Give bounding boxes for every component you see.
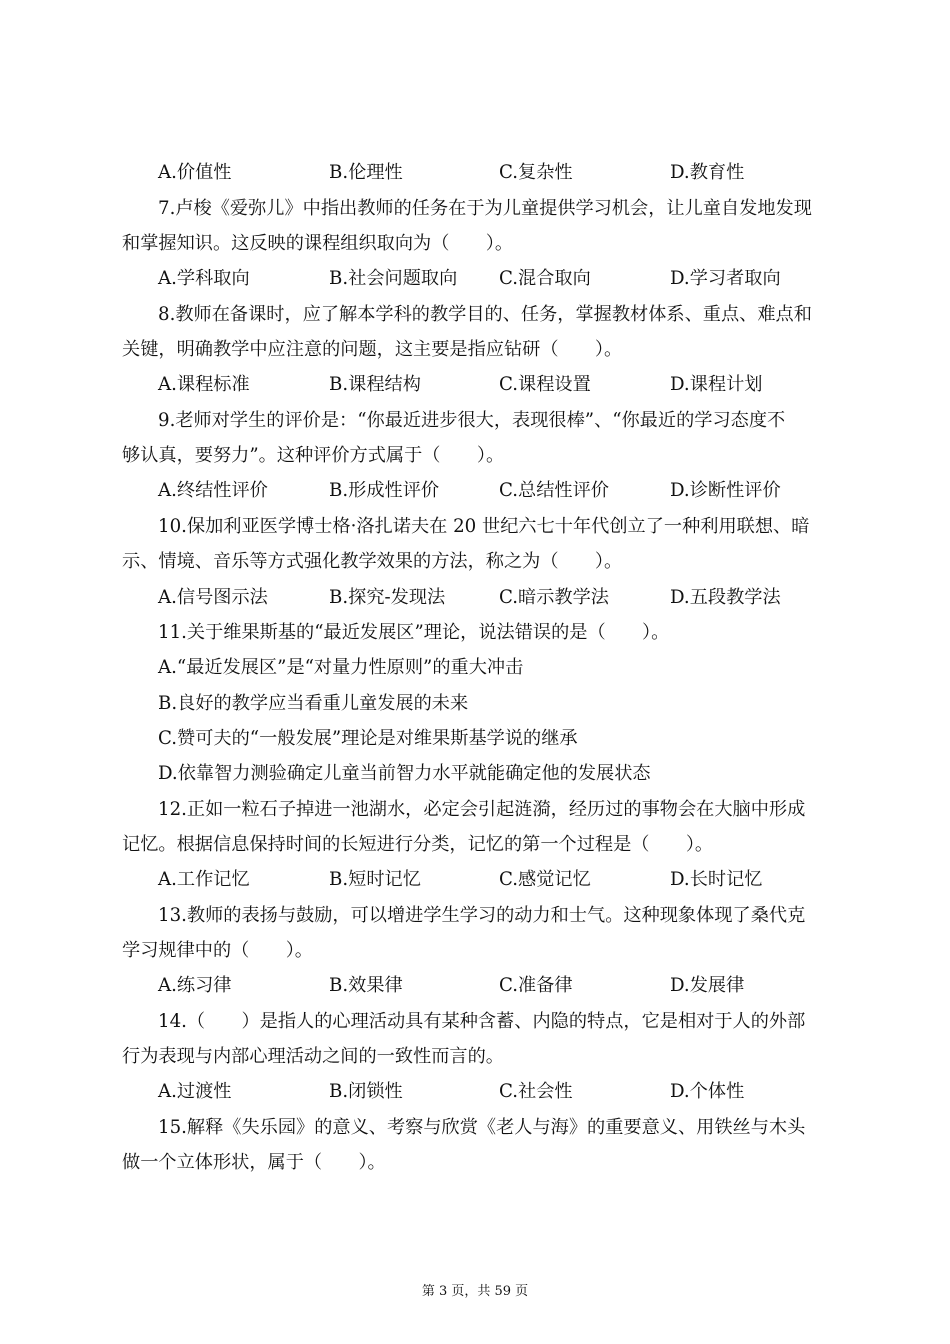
q11-option-b: B.良好的教学应当看重儿童发展的未来 xyxy=(158,693,469,714)
option-b: B.形成性评价 xyxy=(329,480,440,501)
option-b: B.效果律 xyxy=(329,975,403,996)
option-a: A.学科取向 xyxy=(158,268,250,289)
option-b: B.短时记忆 xyxy=(329,869,421,890)
q11-option-d: D.依靠智力测验确定儿童当前智力水平就能确定他的发展状态 xyxy=(158,763,651,784)
option-c: C.感觉记忆 xyxy=(499,869,591,890)
q11-option-a: A.“最近发展区”是“对量力性原则”的重大冲击 xyxy=(158,657,524,678)
q13-stem-line1: 13.教师的表扬与鼓励，可以增进学生学习的动力和士气。这种现象体现了桑代克 xyxy=(158,905,806,926)
page-number: 第 3 页，共 59 页 xyxy=(421,1284,529,1299)
q7-stem-line1: 7.卢梭《爱弥儿》中指出教师的任务在于为儿童提供学习机会，让儿童自发地发现 xyxy=(158,198,812,219)
q13-options xyxy=(158,974,832,998)
option-b: B.社会问题取向 xyxy=(329,268,458,289)
q7-stem-line2: 和掌握知识。这反映的课程组织取向为（ ）。 xyxy=(122,233,514,254)
option-c: C.混合取向 xyxy=(499,268,591,289)
q8-options xyxy=(158,373,832,397)
option-b: B.闭锁性 xyxy=(329,1081,403,1102)
option-d: D.长时记忆 xyxy=(670,869,763,890)
option-b: B.探究-发现法 xyxy=(329,587,446,608)
option-c: C.准备律 xyxy=(499,975,573,996)
q11-stem-line1: 11.关于维果斯基的“最近发展区”理论，说法错误的是（ ）。 xyxy=(158,622,670,643)
option-b: B.课程结构 xyxy=(329,374,421,395)
option-d: D.学习者取向 xyxy=(670,268,781,289)
option-d: D.发展律 xyxy=(670,975,745,996)
q9-options xyxy=(158,479,832,503)
q11-option-c: C.赞可夫的“一般发展”理论是对维果斯基学说的继承 xyxy=(158,728,578,749)
option-c: C.社会性 xyxy=(499,1081,573,1102)
q12-stem-line2: 记忆。根据信息保持时间的长短进行分类，记忆的第一个过程是（ ）。 xyxy=(122,834,714,855)
option-c: C.暗示教学法 xyxy=(499,587,609,608)
q10-stem-line2: 示、情境、音乐等方式强化教学效果的方法，称之为（ ）。 xyxy=(122,551,623,572)
option-d: D.诊断性评价 xyxy=(670,480,781,501)
q14-stem-line2: 行为表现与内部心理活动之间的一致性而言的。 xyxy=(122,1046,504,1067)
option-c: C.总结性评价 xyxy=(499,480,609,501)
q9-stem-line2: 够认真，要努力”。这种评价方式属于（ ）。 xyxy=(122,445,505,466)
q12-options xyxy=(158,868,832,892)
q8-stem-line1: 8.教师在备课时，应了解本学科的教学目的、任务，掌握教材体系、重点、难点和 xyxy=(158,304,812,325)
option-d: D.课程计划 xyxy=(670,374,763,395)
option-a: A.价值性 xyxy=(158,162,232,183)
option-a: A.课程标准 xyxy=(158,374,250,395)
option-d: D.五段教学法 xyxy=(670,587,781,608)
q6-options xyxy=(158,161,832,185)
option-b: B.伦理性 xyxy=(329,162,403,183)
option-c: C.复杂性 xyxy=(499,162,573,183)
q9-stem-line1: 9.老师对学生的评价是：“你最近进步很大，表现很棒”、“你最近的学习态度不 xyxy=(158,410,786,431)
q14-options xyxy=(158,1080,832,1104)
q15-stem-line2: 做一个立体形状，属于（ ）。 xyxy=(122,1152,386,1173)
option-c: C.课程设置 xyxy=(499,374,591,395)
q10-stem-line1: 10.保加利亚医学博士格·洛扎诺夫在 20 世纪六七十年代创立了一种利用联想、暗 xyxy=(158,516,810,537)
option-d: D.教育性 xyxy=(670,162,745,183)
option-a: A.过渡性 xyxy=(158,1081,232,1102)
q8-stem-line2: 关键，明确教学中应注意的问题，这主要是指应钻研（ ）。 xyxy=(122,339,623,360)
q15-stem-line1: 15.解释《失乐园》的意义、考察与欣赏《老人与海》的重要意义、用铁丝与木头 xyxy=(158,1117,806,1138)
option-d: D.个体性 xyxy=(670,1081,745,1102)
option-a: A.工作记忆 xyxy=(158,869,250,890)
option-a: A.信号图示法 xyxy=(158,587,268,608)
option-a: A.终结性评价 xyxy=(158,480,268,501)
q12-stem-line1: 12.正如一粒石子掉进一池湖水，必定会引起涟漪，经历过的事物会在大脑中形成 xyxy=(158,799,806,820)
q14-stem-line1: 14.（ ）是指人的心理活动具有某种含蓄、内隐的特点，它是相对于人的外部 xyxy=(158,1011,806,1032)
q7-options xyxy=(158,267,832,291)
option-a: A.练习律 xyxy=(158,975,232,996)
q13-stem-line2: 学习规律中的（ ）。 xyxy=(122,940,313,961)
q10-options xyxy=(158,586,832,610)
